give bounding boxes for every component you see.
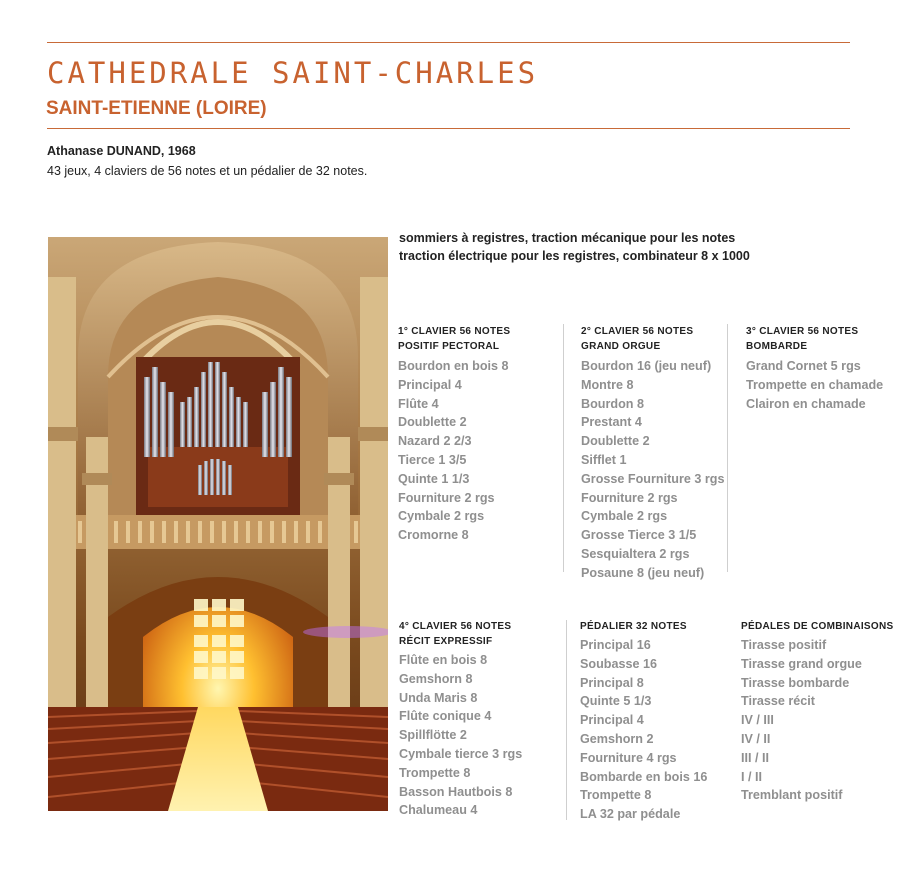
stop-item: Prestant 4 [581,415,642,430]
section-heading: 3° CLAVIER 56 NOTES [746,326,859,337]
stop-item: Gemshorn 8 [399,671,473,686]
stop-item: Tirasse grand orgue [741,656,862,671]
stop-item: Cymbale tierce 3 rgs [399,746,523,761]
page-title: CATHEDRALE SAINT-CHARLES [47,56,539,90]
tech-line-2: traction électrique pour les registres, combinateur 8 x 1000 [399,249,750,263]
stop-item: IV / III [741,713,774,728]
section-subheading: POSITIF PECTORAL [398,341,500,352]
stop-item: Cymbale 2 rgs [581,509,668,524]
stop-item: III / II [741,750,769,765]
stop-list [399,651,522,820]
stop-item: I / II [741,769,762,784]
page-subtitle: SAINT-ETIENNE (LOIRE) [46,98,267,119]
stop-item: Posaune 8 (jeu neuf) [581,565,705,580]
stop-item: Soubasse 16 [580,656,658,671]
stop-item: Unda Maris 8 [399,690,478,705]
stop-item: Tirasse positif [741,638,827,652]
summary-line: 43 jeux, 4 claviers de 56 notes et un pédalier de 32 notes. [47,164,368,178]
stop-item: Principal 8 [580,675,644,690]
stop-item: Tirasse récit [741,694,815,709]
stop-list [398,357,510,545]
stop-item: Trompette en chamade [746,377,884,392]
stop-list [746,357,883,413]
stop-item: Fourniture 2 rgs [398,490,495,505]
column-divider [563,324,564,572]
tech-line-1: sommiers à registres, traction mécanique pour les notes [399,231,736,245]
stop-item: Cromorne 8 [398,528,469,543]
stop-item: Quinte 1 1/3 [398,471,470,486]
section-subheading: BOMBARDE [746,341,808,352]
section-bombarde [746,324,883,413]
stop-item: Trompette 8 [580,788,652,803]
stop-item: Principal 16 [580,638,651,652]
section-heading: PÉDALES DE COMBINAISONS [741,621,894,632]
stop-item: Grand Cornet 5 rgs [746,359,861,373]
stop-item: Grosse Fourniture 3 rgs [581,471,725,486]
stop-item: Principal 4 [398,377,462,392]
stop-item: Cymbale 2 rgs [398,509,485,524]
stop-item: Spillflötte 2 [399,728,467,743]
section-pedalier [580,619,707,824]
stop-item: Chalumeau 4 [399,803,478,818]
stop-item: Fourniture 4 rgs [580,750,677,765]
section-subheading: GRAND ORGUE [581,341,661,352]
section-positif [398,324,510,545]
stop-item: Principal 4 [580,713,644,728]
stop-item: Tirasse bombarde [741,675,850,690]
stop-item: Clairon en chamade [746,396,866,411]
stop-item: IV / II [741,731,771,746]
stop-item: Doublette 2 [398,415,467,430]
stop-list [581,357,724,583]
stop-item: Quinte 5 1/3 [580,694,652,709]
top-rule [47,42,850,43]
stop-item: Flûte conique 4 [399,709,492,724]
section-heading: PÉDALIER 32 NOTES [580,621,687,632]
section-combinaisons [741,619,893,805]
stop-item: Grosse Tierce 3 1/5 [581,528,697,543]
stop-item: Nazard 2 2/3 [398,434,472,449]
stop-item: Doublette 2 [581,434,650,449]
column-divider [566,620,567,820]
stop-item: Trompette 8 [399,765,471,780]
section-heading: 1° CLAVIER 56 NOTES [398,326,511,337]
header-rule [47,128,850,129]
builder-line: Athanase DUNAND, 1968 [47,144,196,158]
section-grand-orgue [581,324,724,583]
section-recit [399,619,522,820]
section-heading: 4° CLAVIER 56 NOTES [399,621,512,632]
cathedral-organ-photo [48,237,388,811]
stop-item: Bourdon 8 [581,396,644,411]
stop-item: Fourniture 2 rgs [581,490,678,505]
stop-item: Flûte 4 [398,396,439,411]
stop-item: Sifflet 1 [581,452,627,467]
stop-list [741,636,893,805]
section-heading: 2° CLAVIER 56 NOTES [581,326,694,337]
stop-item: Montre 8 [581,377,634,392]
column-divider [727,324,728,572]
section-subheading: RÉCIT EXPRESSIF [399,636,493,647]
stop-item: Tierce 1 3/5 [398,452,467,467]
stop-item: Bourdon 16 (jeu neuf) [581,359,712,373]
stop-item: Bombarde en bois 16 [580,769,708,784]
stop-item: Bourdon en bois 8 [398,359,509,373]
stop-item: Tremblant positif [741,788,843,803]
stop-item: Gemshorn 2 [580,731,654,746]
stop-list [580,636,707,824]
stop-item: Flûte en bois 8 [399,653,488,667]
stop-item: Sesquialtera 2 rgs [581,546,690,561]
stop-item: Basson Hautbois 8 [399,784,513,799]
stop-item: LA 32 par pédale [580,807,681,822]
